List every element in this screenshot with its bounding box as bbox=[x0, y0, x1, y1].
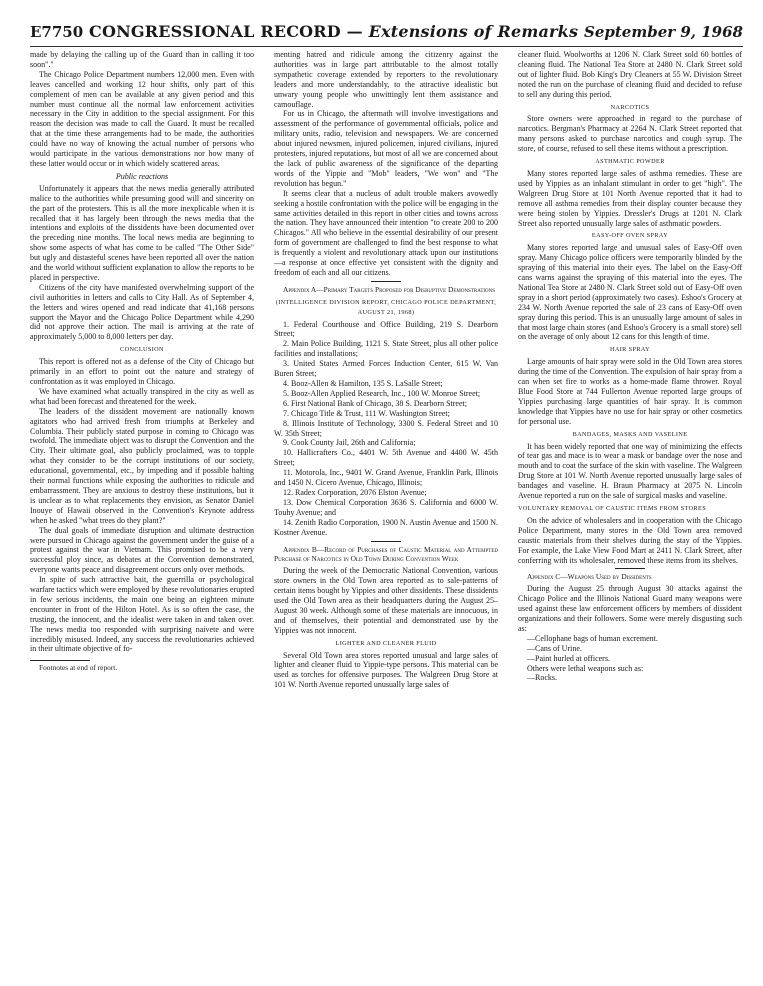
paragraph: The Chicago Police Department numbers 12,000 men. Even with leaves cancelled and working 12 hour shifts, only part of this complement of men can be available at any given period and this number must continue all the normal law enforcement activities necessary in the City in addition to the special assignment. For this reason the decision was made to call the Guard. It must be recalled that at the time these arrangements had to be made, the authorities could have no way of knowing the actual number of persons who would participate in the various demonstrations nor how many of these latter would occur or in which widely scattered areas. bbox=[30, 69, 254, 168]
paragraph: Many stores reported large and unusual sales of Easy-Off oven spray. Many Chicago police officers were temporarily blinded by the spraying of this material into their eyes. The label on the Easy-Off cans warns against the spraying of this material into the eyes. The National Tea Store at 2480 N. Clark Street sold out of Easy-Off oven spray in a short period (approximately two cases). Eshoo's Grocery at 234 W. North Avenue reported the sale of 23 cans of Easy-Off oven spray during this period. This is an unusually large amount of sales in that most large chain stores (and Eshoo's Grocery is a small store) sell on the average of only about 12 cans for this length of time. bbox=[518, 243, 742, 342]
section-heading: LIGHTER AND CLEANER FLUID bbox=[335, 639, 437, 647]
paragraph: We have examined what actually transpired in the city as well as what had been forecast and threatened for the week. bbox=[30, 386, 254, 406]
list-item: 10. Hallicrafters Co., 4401 W. 5th Avenue and 4400 W. 45th Street; bbox=[274, 448, 498, 468]
paragraph: For us in Chicago, the aftermath will involve investigations and assessment of the performance of governmental officials, police and military units, radio, television and newspapers. We are concerned about injured newsmen, injured policemen, injured civilians, injured protesters, injured reputations, but most of all we are concerned about the lack of public awareness of the significance of the departing words of the Yippie and "Mob" leaders, "We won" and "The revolution has begun." bbox=[274, 109, 498, 188]
paragraph: On the advice of wholesalers and in cooperation with the Chicago Police Department, many stores in the Old Town area removed caustic materials from their shelves during the stay of the Yippies. For example, the Lake View Food Mart at 2411 N. Clark Street, after conferring with its wholesaler, removed these items from its shelves. bbox=[518, 515, 742, 565]
section-heading: BANDAGES, MASKS AND VASELINE bbox=[572, 430, 688, 438]
section-heading: ASTHMATIC POWDER bbox=[595, 158, 665, 166]
appendix-b-heading: Appendix B—Record of Purchases of Caustic Material and Attempted Purchase of Narcotics in Old Town During Convention Week bbox=[274, 544, 498, 564]
paragraph: Many stores reported large sales of asthma remedies. These are used by Yippies as an inhalant stimulant in order to get "high". The Walgreen Drug Store at 101 North Avenue reported that it had to remove all asthma remedies from their display counter because they were being stolen by Yippies. Dressler's Drugs at 1201 N. Clark Street also reported unusually large sales of asthmatic powders. bbox=[518, 168, 742, 228]
list-item: 14. Zenith Radio Corporation, 1900 N. Austin Avenue and 1500 N. Kostner Avenue. bbox=[274, 517, 498, 537]
list-item: 11. Motorola, Inc., 9401 W. Grand Avenue, Franklin Park, Illinois and 1450 N. Cicero Avenue, Chicago, Illinois; bbox=[274, 468, 498, 488]
paragraph: cleaner fluid. Woolworths at 1206 N. Clark Street sold 60 bottles of cleaning fluid. The National Tea Store at 2480 N. Clark Street sold out of lighter fluid. Bob King's Dry Cleaners at 55 W. Division Street noted the run on the purchase of cleaning fluid and decided to refuse to sell any during this period. bbox=[518, 50, 742, 99]
paragraph: menting hatred and ridicule among the citizenry against the authorities was in large part attributable to the almost totally sympathetic coverage extended by reporters to the revolutionary leaders and more understandably, to the attractive idealistic but unwary young people who unwittingly lent them assistance and camouflage. bbox=[274, 50, 498, 109]
appendix-c-heading: Appendix C—Weapons Used by Dissidents bbox=[527, 572, 652, 582]
section-divider bbox=[615, 568, 645, 569]
paragraph: The dual goals of immediate disruption and ultimate destruction were pursued in Chicago against the government under the guise of a protest against the war in Vietnam. This promised to be a very successful ploy since, as debates at the Convention demonstrated, everyone wants peace and disagreement occurs only over methods. bbox=[30, 525, 254, 575]
publication-title bbox=[89, 22, 578, 41]
paragraph: Several Old Town area stores reported unusual and large sales of lighter and cleaner fluid to Yippie-type persons. This material can be used as torches for offensive purposes. The Walgreen Drug Store at 101 W. North Avenue reported unusually large sales of bbox=[274, 650, 498, 690]
list-item: —Paint hurled at officers. bbox=[527, 653, 610, 663]
list-item: 4. Booz-Allen & Hamilton, 135 S. LaSalle Street; bbox=[283, 379, 443, 388]
list-item: 6. First National Bank of Chicago, 38 S. Dearborn Street; bbox=[283, 398, 467, 408]
column-2 bbox=[274, 50, 498, 980]
masthead bbox=[30, 22, 743, 47]
footnote: Footnotes at end of report. bbox=[39, 663, 118, 673]
list-item: 9. Cook County Jail, 26th and California; bbox=[283, 438, 416, 448]
section-heading: EASY-OFF OVEN SPRAY bbox=[591, 232, 669, 240]
paragraph: Unfortunately it appears that the news media generally attributed malice to the authorities while presuming good will and sincerity on the part of the protesters. This is all the more inexplicable when it is recalled that it has largely been through the news media that the intentions and exploits of the dissidents have been documented over the preceding nine months. The local news media are beginning to show some aspects of what has come to be called "The Other Side" but ugly and distasteful scenes have been reported all over the nation and the world without sufficient explanation to allow the reports to be placed in perspective. bbox=[30, 183, 254, 282]
title-main: CONGRESSIONAL RECORD — bbox=[89, 22, 363, 41]
list-item: 7. Chicago Title & Trust, 111 W. Washington Street; bbox=[283, 408, 450, 418]
paragraph: In spite of such attractive bait, the guerrilla or psychological warfare tactics which were employed by these revolutionaries erupted in few serious incidents, the main one being an eighteen minute encounter in front of the Hilton Hotel. As is so often the case, the trusting, the innocent, and the idealist were taken in and taken over. The news media too responded with surprising naivete and were incredibly misused. Indeed, any success the revolutionaries achieved in their ultimate objective of fo- bbox=[30, 575, 254, 654]
list-item: 3. United States Armed Forces Induction Center, 615 W. Van Buren Street; bbox=[274, 359, 498, 379]
section-divider bbox=[371, 541, 401, 542]
appendix-a-subheading: (INTELLIGENCE DIVISION REPORT, CHICAGO POLICE DEPARTMENT, AUGUST 21, 1968) bbox=[275, 298, 497, 316]
list-item: 1. Federal Courthouse and Office Building, 219 S. Dearborn Street; bbox=[274, 319, 498, 339]
paragraph: It has been widely reported that one way of minimizing the effects of tear gas and mace is to wear a mask or bandage over the nose and mouth and to coat the surface of the skin with vaseline. The Walgreen Drug Store at 101 W. North Avenue reported unusually large sales of bandages and vaseline. H. Braun Pharmacy at 2075 N. Lincoln Avenue reported a run on the sale of surgical masks and vaseline. bbox=[518, 441, 742, 501]
issue-date: September 9, 1968 bbox=[584, 23, 743, 41]
section-heading: NARCOTICS bbox=[610, 103, 650, 111]
appendix-a-heading: Appendix A—Primary Targets Proposed for Disruptive Demonstrations bbox=[283, 284, 496, 294]
target-list bbox=[274, 320, 498, 538]
list-item: 12. Radex Corporation, 2076 Elston Avenue; bbox=[283, 487, 427, 497]
column-1 bbox=[30, 50, 254, 980]
section-heading: CONCLUSION bbox=[120, 346, 164, 354]
section-heading: HAIR SPRAY bbox=[609, 346, 651, 354]
footnote-divider bbox=[30, 660, 90, 661]
list-item: —Cellophane bags of human excrement. bbox=[527, 633, 658, 643]
page-number: E7750 bbox=[30, 23, 84, 41]
list-item: 8. Illinois Institute of Technology, 3300 S. Federal Street and 10 W. 35th Street; bbox=[274, 418, 498, 438]
paragraph: Store owners were approached in regard to the purchase of narcotics. Bergman's Pharmacy at 2264 N. Clark Street reported that many persons asked to purchase narcotics and cough syrup. The store, of course, refused to sell these items without a prescription. bbox=[518, 114, 742, 154]
column-3 bbox=[518, 50, 742, 980]
paragraph: Others were lethal weapons such as: bbox=[527, 663, 644, 673]
list-item: 13. Dow Chemical Corporation 3636 S. California and 6000 W. Touhy Avenue; and bbox=[274, 497, 498, 517]
paragraph: During the week of the Democratic National Convention, various store owners in the Old Town area reported as to sale-patterns of certain items bought by Yippies and other dissidents. These dissidents used the Old Town area as their headquarters during the August 25–August 30 week. Although some of these materials are innocuous, in and of themselves, their potential and demonstrated use by the Yippies was not innocent. bbox=[274, 566, 498, 635]
paragraph: Citizens of the city have manifested overwhelming support of the civil authorities in letters and calls to City Hall. As of September 4, the letters and wires opened and read indicate that 41,168 persons support the Mayor and the Chicago Police Department while 4,290 did not approve their action. The mail is arriving at the rate of approximately 5,000 to 8,000 letters per day. bbox=[30, 282, 254, 342]
text-columns bbox=[30, 50, 743, 980]
section-heading: Public reactions bbox=[115, 171, 169, 181]
paragraph: During the August 25 through August 30 attacks against the Chicago Police and the Illinois National Guard many weapons were used against these law enforcement officers by members of dissident organizations and their followers. Some were merely disgusting such as: bbox=[518, 584, 742, 633]
list-item: 5. Booz-Allen Applied Research, Inc., 100 W. Monroe Street; bbox=[283, 388, 481, 398]
section-divider bbox=[371, 281, 401, 282]
list-item: 2. Main Police Building, 1121 S. State Street, plus all other police facilities and installations; bbox=[274, 339, 498, 359]
paragraph: made by delaying the calling up of the Guard than in calling it too soon"." bbox=[30, 50, 254, 69]
title-section: Extensions of Remarks bbox=[368, 22, 579, 41]
list-item: —Rocks. bbox=[527, 673, 557, 683]
paragraph: Large amounts of hair spray were sold in the Old Town area stores during the time of the Convention. The expulsion of hair spray from a can when set fire to works as a home-made flame thrower. Royal Blue Food Store at 744 Fullerton Avenue reported large groups of Yippies purchasing large quantities of hair spray. It is common knowledge that Yippies have no use for hair spray or other cosmetics for personal use. bbox=[518, 357, 742, 426]
section-heading: VOLUNTARY REMOVAL OF CAUSTIC ITEMS FROM STORES bbox=[518, 504, 707, 512]
paragraph: This report is offered not as a defense of the City of Chicago but primarily in an effort to point out the nature and strategy of confrontation as it was employed in Chicago. bbox=[30, 357, 254, 386]
paragraph: It seems clear that a nucleus of adult trouble makers avowedly seeking a hostile confrontation with the police will be engaging in the same activities detailed in this report in other cities and towns across the nation. They have announced their intention "to create 200 to 200 Chicagos." All who believe in the essential desirability of our present form of government are challenged to find the best response to what is frequently a violent and revolutionary attack upon our institutions—a response at once effective yet consistent with the dignity and freedom of each and all our citizens. bbox=[274, 188, 498, 277]
paragraph: The leaders of the dissident movement are nationally known agitators who had arrived fresh from triumphs at Berkeley and Columbia. Their publicly stated purpose in coming to Chicago was twofold. The immediate object was to disrupt the Convention and the City. Their ultimate goal, also publicly proclaimed, was to topple what they consider to be the corrupt institutions of our society, educational, governmental, etc., by impeding and if possible halting their normal functions while exposing the authorities to ridicule and embarrassment. They are anxious to destroy these institutions, but it is unclear as to what replacements they envision, as Senator Daniel Inouye of Hawaii observed in the Convention's Keynote address when he asked "what trees do they plant?" bbox=[30, 406, 254, 525]
list-item: —Cans of Urine. bbox=[527, 643, 582, 653]
